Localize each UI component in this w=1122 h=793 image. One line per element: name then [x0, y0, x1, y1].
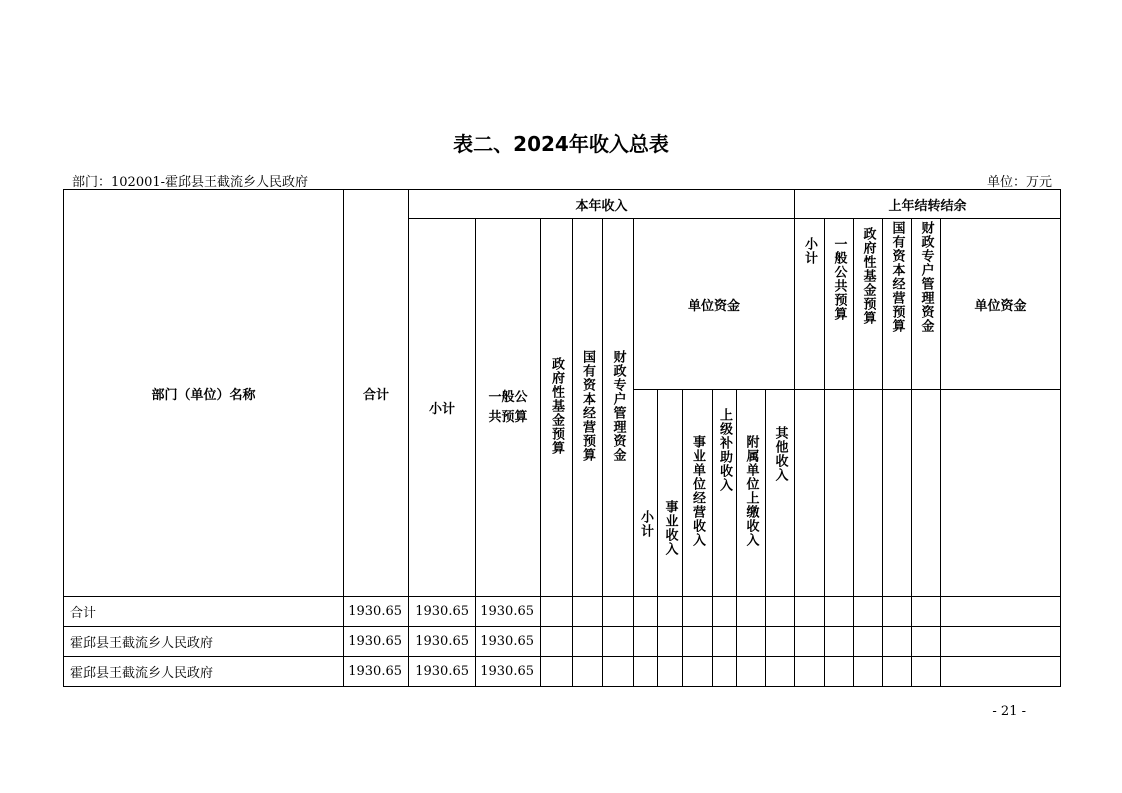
unit-label: 单位：万元	[986, 175, 1052, 190]
row-name: 霍邱县王截流乡人民政府	[64, 627, 344, 657]
header-gov-fund: 政府性基金预算	[541, 219, 573, 597]
header-py-general-budget: 一般公共预算	[825, 219, 854, 390]
py-empty-4	[883, 390, 912, 597]
row-subtotal: 1930.65	[409, 657, 476, 687]
row-total: 1930.65	[344, 627, 409, 657]
row-name: 霍邱县王截流乡人民政府	[64, 657, 344, 687]
header-prior-year: 上年结转结余	[795, 190, 1061, 219]
header-state-capital: 国有资本经营预算	[573, 219, 603, 597]
header-current-year: 本年收入	[409, 190, 795, 219]
row-subtotal: 1930.65	[409, 627, 476, 657]
row-general-budget: 1930.65	[476, 627, 541, 657]
py-empty-1	[795, 390, 825, 597]
header-subtotal: 小计	[409, 219, 476, 597]
table-row	[64, 657, 1061, 687]
header-py-state-capital: 国有资本经营预算	[883, 219, 912, 390]
header-business-unit-operating: 事业单位经营收入	[683, 390, 713, 597]
header-py-fiscal-special: 财政专户管理资金	[912, 219, 941, 390]
header-unit-funds: 单位资金	[634, 219, 795, 390]
py-empty-5	[912, 390, 941, 597]
header-general-budget: 一般公共预算	[476, 219, 541, 597]
header-other-income: 其他收入	[766, 390, 795, 597]
py-empty-3	[854, 390, 883, 597]
table-row	[64, 627, 1061, 657]
row-name: 合计	[64, 597, 344, 627]
table-row	[64, 597, 1061, 627]
header-upper-subsidy: 上级补助收入	[713, 390, 737, 597]
py-empty-2	[825, 390, 854, 597]
header-dept-name: 部门（单位）名称	[64, 190, 344, 597]
row-general-budget: 1930.65	[476, 657, 541, 687]
header-affiliated-remit: 附属单位上缴收入	[737, 390, 766, 597]
row-subtotal: 1930.65	[409, 597, 476, 627]
header-business-income: 事业收入	[658, 390, 683, 597]
header-total: 合计	[344, 190, 409, 597]
header-unit-subtotal: 小计	[634, 390, 658, 597]
page-title: 表二、2024年收入总表	[453, 132, 669, 156]
department-label: 部门：102001-霍邱县王截流乡人民政府	[72, 175, 309, 190]
py-empty-6	[941, 390, 1061, 597]
row-total: 1930.65	[344, 657, 409, 687]
revenue-table	[63, 189, 1061, 687]
row-general-budget: 1930.65	[476, 597, 541, 627]
header-fiscal-special: 财政专户管理资金	[603, 219, 634, 597]
header-py-gov-fund: 政府性基金预算	[854, 219, 883, 390]
header-py-unit-funds: 单位资金	[941, 219, 1061, 390]
row-total: 1930.65	[344, 597, 409, 627]
page-number: - 21 -	[992, 704, 1026, 719]
header-py-subtotal: 小计	[795, 219, 825, 390]
